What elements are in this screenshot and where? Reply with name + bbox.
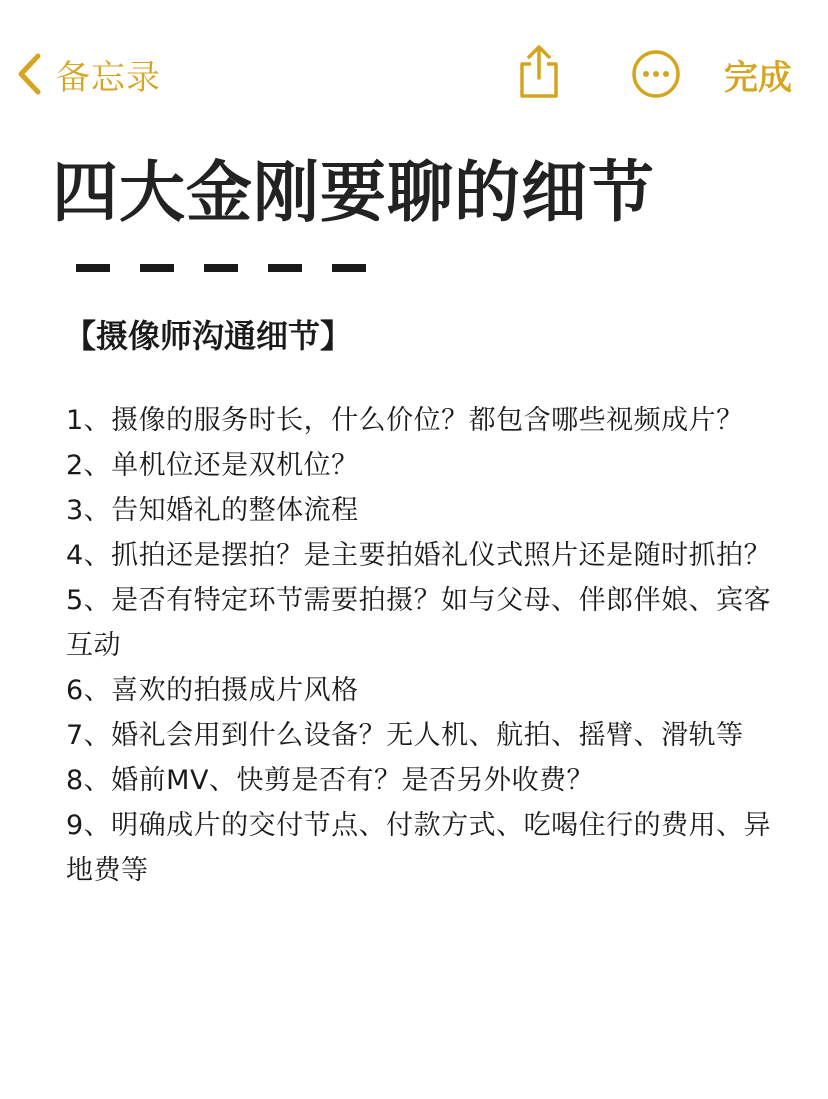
- share-button[interactable]: [516, 44, 562, 100]
- list-item[interactable]: 8、婚前MV、快剪是否有？是否另外收费？: [66, 765, 594, 796]
- back-button[interactable]: [16, 44, 161, 104]
- note-title[interactable]: 四大金刚要聊的细节: [52, 154, 655, 231]
- dash-divider: [76, 264, 396, 272]
- list-item[interactable]: 5、是否有特定环节需要拍摄？如与父母、伴郎伴娘、宾客互动: [66, 585, 772, 661]
- divider-dash: [204, 264, 238, 272]
- back-label: 备忘录: [56, 57, 161, 98]
- section-heading[interactable]: 【摄像师沟通细节】: [64, 317, 353, 355]
- note-body-list: [66, 398, 776, 893]
- list-item[interactable]: 9、明确成片的交付节点、付款方式、吃喝住行的费用、异地费等: [66, 810, 772, 886]
- divider-dash: [140, 264, 174, 272]
- divider-dash: [268, 264, 302, 272]
- divider-dash: [332, 264, 366, 272]
- share-icon: [516, 85, 562, 104]
- more-button[interactable]: [631, 49, 681, 99]
- done-button[interactable]: 完成: [724, 58, 792, 98]
- chevron-left-icon: [16, 52, 42, 96]
- navigation-bar: [0, 0, 828, 150]
- list-item[interactable]: 1、摄像的服务时长，什么价位？都包含哪些视频成片？: [66, 405, 744, 436]
- list-item[interactable]: 6、喜欢的拍摄成片风格: [66, 675, 359, 706]
- list-item[interactable]: 2、单机位还是双机位？: [66, 450, 359, 481]
- list-item[interactable]: 3、告知婚礼的整体流程: [66, 495, 359, 526]
- list-item[interactable]: 4、抓拍还是摆拍？是主要拍婚礼仪式照片还是随时抓拍？: [66, 540, 772, 571]
- list-item[interactable]: 7、婚礼会用到什么设备？无人机、航拍、摇臂、滑轨等: [66, 720, 744, 751]
- divider-dash: [76, 264, 110, 272]
- ellipsis-circle-icon: [631, 84, 681, 103]
